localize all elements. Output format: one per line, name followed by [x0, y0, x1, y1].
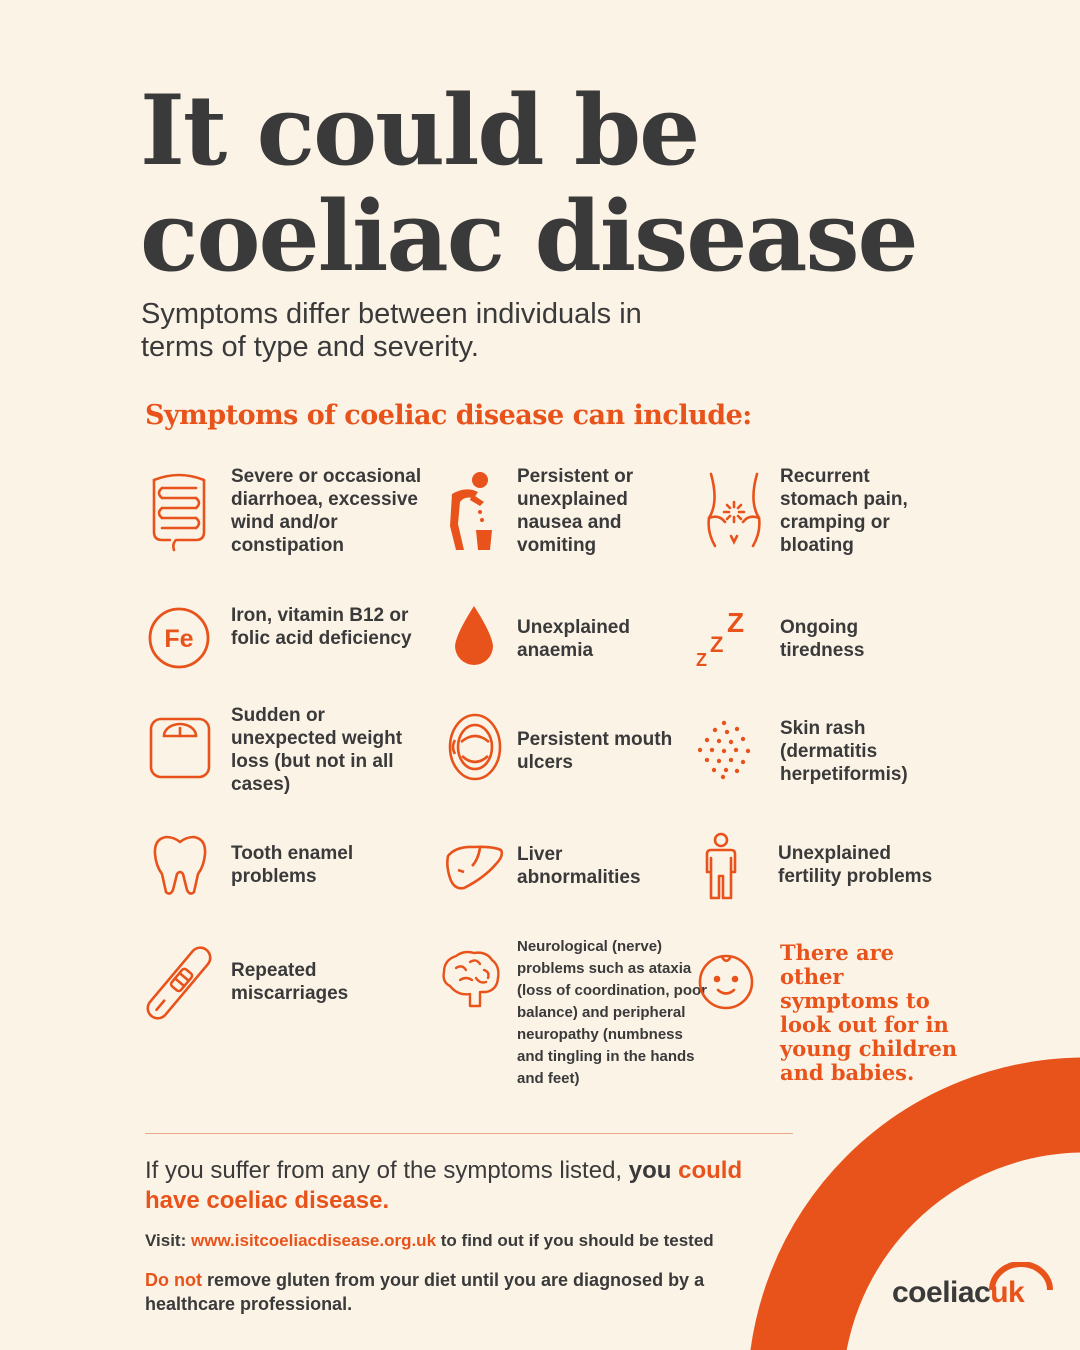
- weighing-scale-icon: [148, 716, 212, 780]
- baby-face-icon: [696, 952, 756, 1012]
- svg-text:Z: Z: [727, 607, 745, 638]
- title-line-2: coeliac disease: [140, 180, 917, 293]
- symptom-nausea: Persistent or unexplained nausea and vomiting: [517, 466, 634, 556]
- symptom-miscarriages: Repeated miscarriages: [231, 960, 349, 1004]
- suffer-you: you: [628, 1157, 672, 1184]
- logo-uk: uk: [990, 1276, 1025, 1309]
- svg-text:Z: Z: [710, 632, 724, 657]
- section-heading: Symptoms of coeliac disease can include:: [145, 400, 752, 431]
- skin-rash-icon: [697, 720, 751, 780]
- visit-rest: to find out if you should be tested: [440, 1231, 714, 1250]
- symptom-tiredness: Ongoing tiredness: [780, 617, 865, 661]
- warning-text: remove gluten from your diet until you are diagnosed by a healthcare professional.: [145, 1270, 705, 1314]
- do-not-label: Do not: [145, 1270, 202, 1290]
- liver-icon: [444, 842, 506, 892]
- gluten-warning: [145, 1268, 705, 1316]
- pregnancy-test-icon: [144, 942, 214, 1024]
- visit-link[interactable]: www.isitcoeliacdisease.org.uk: [191, 1231, 437, 1250]
- iron-fe-label: Fe: [164, 625, 194, 653]
- intestines-icon: [146, 470, 212, 552]
- symptom-anaemia: Unexplained anaemia: [517, 617, 630, 661]
- symptom-neurological: Neurological (nerve) problems such as ataxia (loss of coordination, poor balance) and peripheral neuropathy (numbness and tingling in the hands and feet): [517, 938, 707, 1087]
- symptom-skin-rash: Skin rash (dermatitis herpetiformis): [780, 718, 908, 785]
- suffer-text: If you suffer from any of the symptoms listed,: [145, 1157, 623, 1184]
- stomach-pain-icon: [705, 472, 763, 550]
- blood-drop-icon: [452, 604, 496, 668]
- sleep-zzz-icon: [694, 604, 754, 670]
- suffer-statement: [145, 1156, 765, 1216]
- logo-arc-icon: [986, 1262, 1056, 1292]
- suffer-highlight: could have coeliac disease.: [145, 1157, 743, 1214]
- logo-coeliac: coeliac: [892, 1276, 991, 1309]
- page-title: [140, 74, 917, 293]
- symptom-mouth-ulcers: Persistent mouth ulcers: [517, 729, 673, 773]
- person-icon: [703, 832, 739, 900]
- person-vomiting-icon: [444, 468, 494, 552]
- symptom-liver: Liver abnormalities: [517, 844, 641, 888]
- symptom-stomach-pain: Recurrent stomach pain, cramping or bloating: [780, 466, 908, 556]
- symptom-fertility: Unexplained fertility problems: [778, 843, 933, 887]
- subtitle: Symptoms differ between individuals in terms of type and severity.: [141, 298, 642, 363]
- svg-text:Z: Z: [696, 650, 707, 670]
- brain-icon: [440, 948, 502, 1010]
- divider: [145, 1133, 793, 1134]
- other-symptoms-note: There are other symptoms to look out for in young children and babies.: [780, 940, 958, 1085]
- iron-fe-icon: [147, 606, 211, 670]
- symptom-tooth-enamel: Tooth enamel problems: [231, 843, 354, 887]
- symptom-weight-loss: Sudden or unexpected weight loss (but not in all cases): [231, 705, 403, 795]
- title-line-1: It could be: [140, 74, 699, 187]
- visit-line: [145, 1231, 714, 1251]
- symptom-iron-deficiency: Iron, vitamin B12 or folic acid deficiency: [231, 605, 412, 649]
- symptom-diarrhoea: Severe or occasional diarrhoea, excessive wind and/or constipation: [231, 466, 422, 556]
- coeliac-uk-logo: [892, 1276, 1024, 1310]
- open-mouth-icon: [447, 712, 503, 782]
- tooth-icon: [152, 834, 208, 896]
- visit-label: Visit:: [145, 1231, 187, 1250]
